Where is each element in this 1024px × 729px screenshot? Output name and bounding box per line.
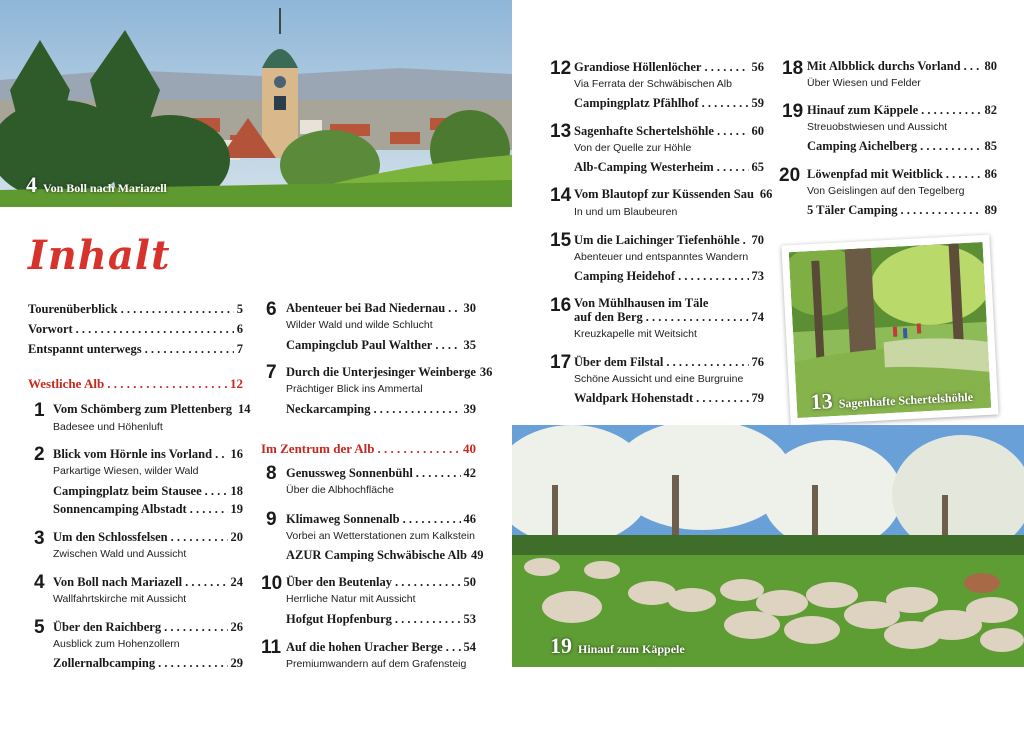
toc-page-number: 46 — [463, 512, 476, 526]
toc-section-west[interactable] — [28, 376, 243, 392]
toc-tour-row[interactable] — [53, 447, 243, 462]
tour-number: 13 — [550, 121, 572, 142]
toc-page-number: 56 — [751, 60, 764, 74]
toc-page-number: 40 — [463, 441, 476, 456]
photo-village-church — [0, 0, 512, 207]
toc-camp-row[interactable] — [574, 269, 764, 284]
toc-page-number: 54 — [463, 640, 476, 654]
toc-entry-title: Um die Laichinger Tiefenhöhle — [574, 233, 740, 247]
tour-subtitle: Prächtiger Blick ins Ammertal — [286, 383, 423, 395]
toc-page-number: 70 — [751, 233, 764, 247]
toc-tour-row[interactable] — [574, 187, 773, 202]
toc-tour-row[interactable] — [807, 103, 997, 118]
tour-number: 20 — [779, 165, 801, 186]
toc-page-number: 36 — [479, 365, 493, 379]
tour-number: 7 — [266, 362, 277, 383]
toc-tour-row[interactable] — [807, 59, 997, 74]
toc-tour-row[interactable] — [53, 575, 243, 590]
tour-number: 3 — [34, 528, 45, 549]
toc-tour-row[interactable] — [53, 402, 251, 417]
toc-page-number: 18 — [230, 484, 243, 498]
toc-entry-title: Tourenüberblick — [28, 302, 118, 316]
toc-entry-title: Vorwort — [28, 322, 73, 336]
toc-entry-title: Von Mühlhausen im Täle — [574, 296, 709, 310]
toc-entry-title: Alb-Camping Westerheim — [574, 160, 714, 174]
toc-tour-row[interactable] — [53, 620, 243, 635]
caption-label: Von Boll nach Mariazell — [43, 181, 167, 195]
toc-tour-row[interactable] — [286, 301, 476, 316]
toc-entry-title: Camping Aichelberg — [807, 139, 918, 153]
toc-intro-row[interactable] — [28, 342, 243, 357]
toc-entry-title: AZUR Camping Schwäbische Alb — [286, 548, 467, 562]
tour-subtitle: Schöne Aussicht und eine Burgruine — [574, 373, 744, 385]
toc-entry-title: 5 Täler Camping — [807, 203, 898, 217]
toc-tour-row[interactable] — [574, 310, 764, 325]
caption-number: 4 — [26, 172, 37, 197]
photo-caption-top — [26, 172, 167, 198]
tour-number: 14 — [550, 185, 572, 206]
toc-entry-title: Auf die hohen Uracher Berge — [286, 640, 443, 654]
tour-subtitle: Via Ferrata der Schwäbischen Alb — [574, 78, 732, 90]
toc-page-number: 80 — [984, 59, 997, 73]
toc-camp-row[interactable] — [286, 548, 484, 563]
toc-page-number: 76 — [751, 355, 764, 369]
tour-subtitle: Über Wiesen und Felder — [807, 77, 921, 89]
toc-tour-row[interactable] — [574, 233, 764, 248]
toc-page-number: 6 — [236, 322, 243, 336]
caption-label: Sagenhafte Schertelshöhle — [838, 389, 974, 411]
toc-camp-row[interactable] — [574, 96, 764, 111]
toc-entry-title: Abenteuer bei Bad Niedernau — [286, 301, 446, 315]
toc-entry-title: Von Boll nach Mariazell — [53, 575, 183, 589]
toc-camp-row[interactable] — [574, 391, 764, 406]
toc-entry-title: Genussweg Sonnenbühl — [286, 466, 413, 480]
tour-number: 17 — [550, 352, 572, 373]
tour-subtitle: Parkartige Wiesen, wilder Wald — [53, 465, 199, 477]
toc-page-number: 5 — [236, 302, 243, 316]
tour-number: 8 — [266, 463, 277, 484]
toc-page-number: 89 — [984, 203, 997, 217]
tour-subtitle: Herrliche Natur mit Aussicht — [286, 593, 416, 605]
toc-page-number: 26 — [230, 620, 243, 634]
toc-entry-title: Hofgut Hopfenburg — [286, 612, 392, 626]
toc-entry-title: Grandiose Höllenlöcher — [574, 60, 702, 74]
toc-page-number: 12 — [230, 376, 243, 391]
tour-number: 15 — [550, 230, 572, 251]
toc-page-number: 29 — [230, 656, 243, 670]
toc-entry-title: Sagenhafte Schertelshöhle — [574, 124, 714, 138]
toc-tour-row[interactable] — [574, 124, 764, 139]
tour-subtitle: Ausblick zum Hohenzollern — [53, 638, 180, 650]
toc-entry-title: Vom Blautopf zur Küssenden Sau — [574, 187, 754, 201]
toc-tour-row[interactable] — [286, 575, 476, 590]
tour-subtitle: Abenteuer und entspanntes Wandern — [574, 251, 749, 263]
toc-camp-row[interactable] — [807, 139, 997, 154]
toc-page-number: 20 — [230, 530, 243, 544]
toc-page-number: 50 — [463, 575, 476, 589]
tour-number: 9 — [266, 509, 277, 530]
tour-number: 6 — [266, 299, 277, 320]
tour-number: 2 — [34, 444, 45, 465]
tour-number: 19 — [782, 101, 804, 122]
toc-entry-title: Mit Albblick durchs Vorland — [807, 59, 961, 73]
tour-subtitle: Wallfahrtskirche mit Aussicht — [53, 593, 187, 605]
toc-page-number: 59 — [751, 96, 764, 110]
toc-page-number: 79 — [751, 391, 764, 405]
toc-entry-title: Über den Raichberg — [53, 620, 162, 634]
toc-camp-row[interactable] — [286, 338, 476, 353]
page-title: Inhalt — [28, 232, 171, 279]
toc-tour-row[interactable] — [53, 530, 243, 545]
toc-entry-title: Über dem Filstal — [574, 355, 664, 369]
toc-entry-title: auf den Berg — [574, 310, 643, 324]
photo-cave-forest-frame — [781, 235, 998, 426]
photo-sheep-orchard — [512, 425, 1024, 667]
toc-page-number: 30 — [463, 301, 476, 315]
tour-subtitle: Zwischen Wald und Aussicht — [53, 548, 187, 560]
toc-camp-row[interactable] — [286, 612, 476, 627]
tour-subtitle: Über die Albhochfläche — [286, 484, 394, 496]
tour-subtitle: Wilder Wald und wilde Schlucht — [286, 319, 433, 331]
toc-entry-title: Zollernalbcamping — [53, 656, 156, 670]
toc-page-number: 65 — [751, 160, 764, 174]
tour-number: 10 — [261, 573, 283, 594]
tour-subtitle: Streuobstwiesen und Aussicht — [807, 121, 948, 133]
toc-entry-title: Klimaweg Sonnenalb — [286, 512, 400, 526]
tour-subtitle: Premiumwandern auf dem Grafensteig — [286, 658, 467, 670]
toc-page-number: 19 — [230, 502, 243, 516]
toc-page-number: 7 — [236, 342, 243, 356]
toc-tour-row[interactable] — [286, 365, 493, 380]
tour-number: 11 — [261, 637, 282, 658]
toc-page-number: 86 — [984, 167, 997, 181]
toc-page-number: 53 — [463, 612, 476, 626]
toc-page-number: 73 — [751, 269, 764, 283]
tour-subtitle: Vorbei an Wetterstationen zum Kalkstein — [286, 530, 475, 542]
toc-entry-title: Entspannt unterwegs — [28, 342, 142, 356]
toc-page-number: 66 — [759, 187, 773, 201]
tour-number: 16 — [550, 295, 572, 316]
toc-entry-title: Über den Beutenlay — [286, 575, 393, 589]
toc-page-number: 16 — [230, 447, 243, 461]
toc-page-number: 24 — [230, 575, 243, 589]
photo-caption-sheep — [550, 633, 685, 659]
toc-entry-title: Um den Schlossfelsen — [53, 530, 168, 544]
toc-entry-title: Camping Heidehof — [574, 269, 676, 283]
toc-intro-row[interactable] — [28, 302, 243, 317]
toc-camp-row[interactable] — [574, 160, 764, 175]
toc-page-number: 49 — [470, 548, 484, 562]
toc-page-number: 85 — [984, 139, 997, 153]
toc-entry-title: Campingplatz Pfählhof — [574, 96, 699, 110]
toc-intro-row[interactable] — [28, 322, 243, 337]
tour-subtitle: Von der Quelle zur Höhle — [574, 142, 692, 154]
toc-tour-row[interactable] — [574, 296, 764, 311]
tour-number: 12 — [550, 58, 572, 79]
toc-entry-title: Campingplatz beim Stausee — [53, 484, 202, 498]
section-title: Westliche Alb — [28, 376, 105, 391]
toc-tour-row[interactable] — [574, 355, 764, 370]
tour-subtitle: In und um Blaubeuren — [574, 206, 678, 218]
tour-number: 5 — [34, 617, 45, 638]
toc-entry-title: Blick vom Hörnle ins Vorland — [53, 447, 213, 461]
toc-entry-title: Hinauf zum Käppele — [807, 103, 919, 117]
toc-camp-row[interactable] — [53, 502, 243, 517]
section-title: Im Zentrum der Alb — [261, 441, 375, 456]
toc-page-number: 82 — [984, 103, 997, 117]
toc-page-number: 42 — [463, 466, 476, 480]
toc-entry-title: Neckarcamping — [286, 402, 371, 416]
toc-entry-title: Sonnencamping Albstadt — [53, 502, 187, 516]
tour-number: 1 — [34, 400, 45, 421]
caption-number: 13 — [809, 388, 834, 415]
caption-label: Hinauf zum Käppele — [578, 642, 685, 656]
toc-camp-row[interactable] — [286, 402, 476, 417]
tour-number: 4 — [34, 572, 45, 593]
toc-entry-title: Löwenpfad mit Weitblick — [807, 167, 943, 181]
toc-page-number: 14 — [238, 402, 251, 416]
tour-subtitle: Kreuzkapelle mit Weitsicht — [574, 328, 697, 340]
tour-number: 18 — [782, 58, 804, 79]
tour-subtitle: Badesee und Höhenluft — [53, 421, 163, 433]
toc-page-number: 74 — [751, 310, 764, 324]
toc-page-number: 60 — [751, 124, 764, 138]
tour-subtitle: Von Geislingen auf den Tegelberg — [807, 185, 965, 197]
toc-tour-row[interactable] — [286, 640, 476, 655]
toc-camp-row[interactable] — [53, 484, 243, 499]
toc-page-number: 35 — [463, 338, 476, 352]
toc-camp-row[interactable] — [807, 203, 997, 218]
photo-cave-forest — [789, 242, 991, 418]
toc-entry-title: Durch die Unterjesinger Weinberge — [286, 365, 476, 379]
toc-tour-row[interactable] — [286, 512, 476, 527]
toc-tour-row[interactable] — [807, 167, 997, 182]
toc-tour-row[interactable] — [286, 466, 476, 481]
toc-page-number: 39 — [463, 402, 476, 416]
toc-entry-title: Waldpark Hohenstadt — [574, 391, 694, 405]
caption-number: 19 — [550, 633, 572, 658]
toc-section-center[interactable] — [261, 441, 476, 457]
toc-camp-row[interactable] — [53, 656, 243, 671]
toc-entry-title: Campingclub Paul Walther — [286, 338, 433, 352]
toc-tour-row[interactable] — [574, 60, 764, 75]
toc-entry-title: Vom Schömberg zum Plettenberg — [53, 402, 233, 416]
